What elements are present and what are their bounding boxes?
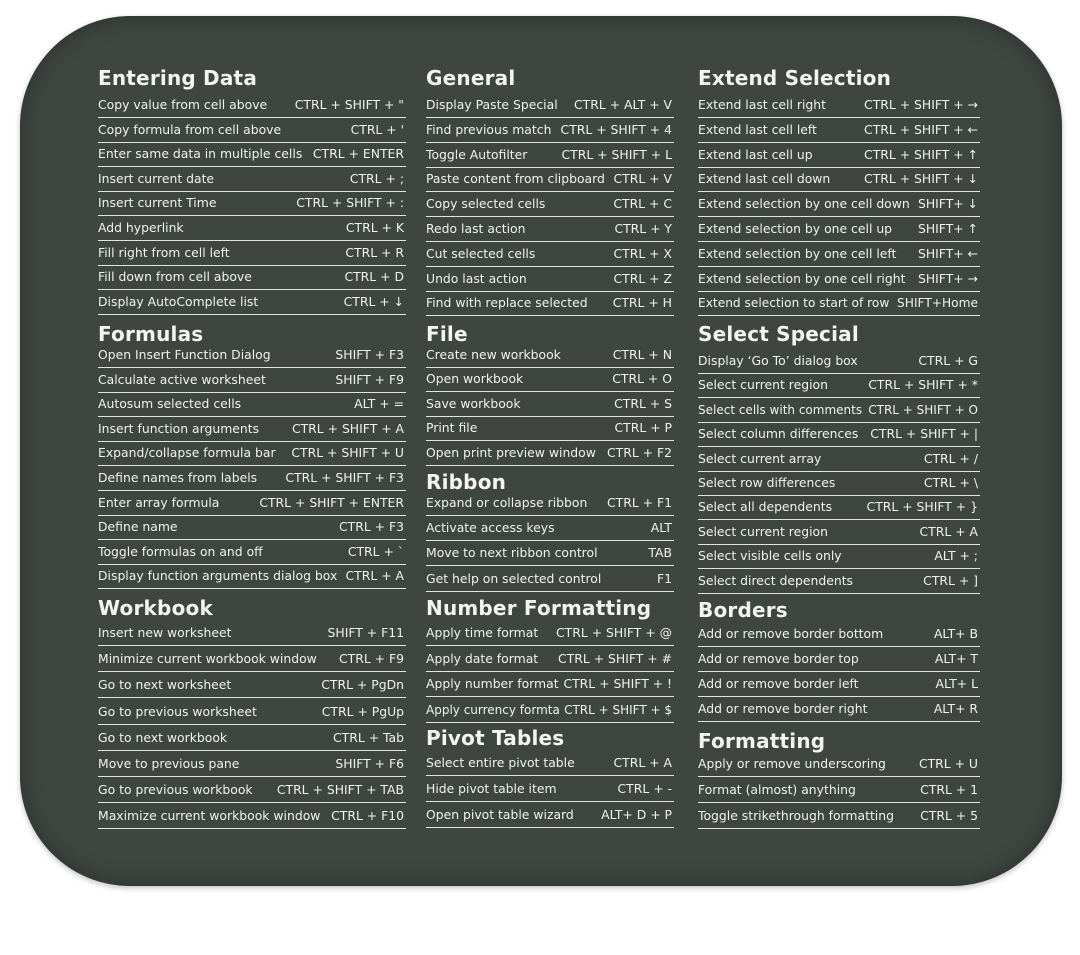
shortcut-row	[98, 218, 406, 241]
shortcut-action-label: Find previous match	[426, 121, 552, 137]
shortcut-keys: CTRL + SHIFT + |	[870, 426, 978, 442]
shortcut-keys: ALT	[650, 520, 672, 536]
shortcut-action-label: Display function arguments dialog box	[98, 568, 338, 584]
shortcut-row	[98, 443, 406, 466]
shortcut-action-label: Add or remove border right	[698, 701, 868, 716]
shortcut-row	[426, 169, 674, 192]
shortcut-row	[98, 806, 406, 829]
shortcut-action-label: Insert new worksheet	[98, 625, 232, 640]
shortcut-row	[426, 194, 674, 217]
shortcut-row	[98, 292, 406, 315]
shortcut-keys: CTRL + Y	[614, 221, 672, 236]
shortcut-keys: CTRL + SHIFT + TAB	[276, 782, 404, 798]
shortcut-row	[698, 400, 980, 423]
shortcut-action-label: Extend selection by one cell up	[698, 221, 893, 236]
shortcut-action-label: Extend last cell left	[698, 121, 817, 137]
shortcut-row	[698, 219, 980, 242]
shortcut-row	[698, 780, 980, 803]
shortcut-row	[98, 144, 406, 167]
shortcut-action-label: Extend selection by one cell down	[698, 196, 910, 212]
shortcut-action-label: Select all dependents	[698, 499, 833, 515]
shortcut-action-label: Extend selection by one cell right	[698, 270, 906, 286]
shortcut-action-label: Maximize current workbook window	[98, 808, 321, 824]
shortcut-keys: F1	[656, 570, 672, 586]
shortcut-row	[98, 542, 406, 565]
shortcut-keys: CTRL + A	[919, 523, 978, 539]
shortcut-row	[426, 244, 674, 267]
shortcut-keys: CTRL + V	[613, 171, 672, 187]
shortcut-row	[426, 700, 674, 723]
shortcut-keys: ALT+ R	[933, 701, 978, 716]
shortcut-keys: CTRL + F2	[606, 444, 672, 460]
shortcut-action-label: Extend selection to start of row	[698, 296, 890, 311]
shortcut-action-label: Go to next workbook	[98, 729, 228, 745]
shortcut-action-label: Minimize current workbook window	[98, 651, 317, 667]
shortcut-keys: CTRL + `	[347, 543, 404, 559]
shortcut-keys: ALT + =	[354, 396, 404, 412]
shortcut-action-label: Open pivot table wizard	[426, 807, 574, 822]
shortcut-keys: CTRL + SHIFT + →	[864, 97, 978, 112]
shortcut-keys: TAB	[648, 545, 672, 561]
shortcut-keys: CTRL + ;	[349, 170, 404, 186]
shortcut-row	[698, 806, 980, 829]
shortcut-action-label: Select entire pivot table	[426, 755, 575, 770]
shortcut-row	[698, 293, 980, 316]
shortcut-action-label: Insert current Time	[98, 195, 217, 211]
shortcut-keys: CTRL + SHIFT + :	[296, 195, 404, 211]
shortcut-keys: ALT + ;	[934, 548, 978, 564]
shortcut-row	[698, 473, 980, 496]
shortcut-action-label: Display ‘Go To’ dialog box	[698, 353, 858, 368]
shortcut-action-label: Define names from labels	[98, 470, 258, 485]
shortcut-action-label: Extend last cell down	[698, 171, 831, 187]
shortcut-row	[426, 293, 674, 316]
shortcut-row	[698, 754, 980, 777]
section-title: Workbook	[98, 596, 213, 620]
shortcut-row	[98, 649, 406, 672]
shortcut-keys: CTRL + F3	[338, 519, 404, 535]
shortcut-action-label: Select row differences	[698, 475, 836, 490]
shortcut-action-label: Extend selection by one cell left	[698, 245, 897, 261]
shortcut-action-label: Toggle Autofilter	[426, 146, 528, 162]
shortcut-keys: CTRL + P	[614, 420, 672, 436]
section-title: Ribbon	[426, 470, 507, 494]
shortcut-row	[426, 569, 674, 592]
shortcut-keys: CTRL + SHIFT + O	[868, 402, 978, 417]
shortcut-row	[426, 95, 674, 118]
shortcut-row	[98, 193, 406, 216]
shortcut-keys: CTRL + G	[918, 353, 978, 368]
shortcut-row	[698, 449, 980, 472]
shortcut-keys: CTRL + S	[614, 395, 672, 411]
shortcut-row	[698, 674, 980, 697]
shortcut-row	[426, 345, 674, 368]
shortcut-keys: CTRL + F10	[331, 808, 404, 824]
shortcut-action-label: Apply number format	[426, 676, 559, 692]
shortcut-keys: CTRL + D	[344, 269, 404, 285]
shortcut-row	[426, 369, 674, 392]
shortcut-action-label: Insert current date	[98, 170, 215, 186]
section-title: File	[426, 322, 468, 346]
shortcut-keys: CTRL + ↓	[343, 293, 404, 309]
shortcut-keys: CTRL + '	[350, 121, 404, 137]
section-title: Extend Selection	[698, 66, 892, 90]
shortcut-keys: SHIFT+ ↓	[917, 196, 978, 212]
shortcut-keys: CTRL + PgDn	[321, 677, 404, 693]
shortcut-row	[98, 419, 406, 442]
shortcut-keys: CTRL + SHIFT + ↑	[864, 146, 978, 162]
shortcut-keys: ALT+ D + P	[601, 807, 672, 822]
shortcut-keys: CTRL + SHIFT + #	[558, 650, 672, 666]
shortcut-action-label: Display Paste Special	[426, 97, 558, 112]
shortcut-action-label: Copy selected cells	[426, 196, 546, 212]
shortcut-action-label: Select direct dependents	[698, 572, 854, 588]
shortcut-keys: CTRL + SHIFT + $	[564, 702, 672, 717]
shortcut-row	[426, 649, 674, 672]
shortcut-row	[698, 624, 980, 647]
shortcut-row	[698, 169, 980, 192]
shortcut-keys: CTRL + H	[612, 295, 672, 311]
shortcut-keys: CTRL + F1	[606, 495, 672, 510]
shortcut-keys: CTRL + SHIFT + 4	[560, 121, 672, 137]
shortcut-action-label: Insert function arguments	[98, 420, 260, 436]
shortcut-action-label: Enter array formula	[98, 494, 220, 510]
shortcut-row	[426, 120, 674, 143]
shortcut-action-label: Select visible cells only	[698, 548, 842, 564]
shortcut-keys: CTRL + U	[918, 756, 978, 771]
shortcut-keys: CTRL + Z	[613, 270, 672, 286]
shortcut-row	[98, 169, 406, 192]
shortcut-keys: CTRL + SHIFT + A	[291, 420, 404, 436]
shortcut-action-label: Add or remove border bottom	[698, 626, 884, 641]
shortcut-action-label: Hide pivot table item	[426, 781, 557, 796]
shortcut-keys: SHIFT + F11	[327, 625, 404, 640]
shortcut-keys: CTRL + A	[345, 568, 404, 584]
shortcut-action-label: Go to next worksheet	[98, 677, 232, 693]
shortcut-action-label: Cut selected cells	[426, 245, 536, 261]
shortcut-keys: SHIFT + F6	[335, 756, 404, 771]
shortcut-action-label: Select cells with comments	[698, 402, 863, 417]
section-title: Borders	[698, 598, 788, 622]
shortcut-keys: CTRL + SHIFT + U	[291, 445, 404, 461]
shortcut-row	[98, 623, 406, 646]
shortcut-row	[698, 269, 980, 292]
shortcut-keys: ALT+ T	[934, 651, 978, 666]
section-title: Pivot Tables	[426, 726, 565, 750]
shortcut-row	[698, 351, 980, 374]
shortcut-row	[98, 566, 406, 589]
shortcut-row	[98, 120, 406, 143]
shortcut-action-label: Open workbook	[426, 371, 524, 387]
shortcut-action-label: Print file	[426, 420, 478, 436]
shortcut-keys: CTRL + PgUp	[321, 703, 404, 719]
shortcut-row	[426, 518, 674, 541]
shortcut-keys: CTRL + Tab	[333, 729, 404, 745]
shortcut-row	[426, 753, 674, 776]
section-title: Formatting	[698, 729, 826, 753]
shortcut-row	[698, 546, 980, 569]
shortcut-action-label: Apply currency formta	[426, 702, 560, 717]
shortcut-keys: CTRL + SHIFT + @	[556, 625, 672, 640]
shortcut-row	[426, 443, 674, 466]
shortcut-row	[426, 779, 674, 802]
shortcut-row	[698, 95, 980, 118]
shortcut-action-label: Select current region	[698, 523, 828, 539]
shortcut-row	[698, 522, 980, 545]
shortcut-row	[426, 493, 674, 516]
section-title: Formulas	[98, 322, 204, 346]
shortcut-action-label: Apply time format	[426, 625, 539, 640]
shortcut-action-label: Add or remove border left	[698, 676, 859, 691]
shortcut-action-label: Define name	[98, 519, 178, 535]
shortcut-keys: CTRL + SHIFT + *	[868, 377, 978, 393]
shortcut-keys: CTRL + 1	[920, 782, 978, 797]
shortcut-action-label: Move to previous pane	[98, 756, 240, 771]
shortcut-keys: CTRL + O	[612, 371, 672, 387]
shortcut-action-label: Go to previous workbook	[98, 782, 253, 798]
shortcut-keys: ALT+ B	[933, 626, 978, 641]
shortcut-keys: CTRL + K	[345, 220, 404, 235]
shortcut-action-label: Go to previous worksheet	[98, 703, 257, 719]
shortcut-keys: CTRL + R	[345, 244, 404, 260]
shortcut-row	[426, 418, 674, 441]
shortcut-keys: CTRL + SHIFT + F3	[285, 470, 404, 485]
shortcut-keys: ALT+ L	[935, 676, 978, 691]
shortcut-keys: CTRL + \	[923, 475, 978, 490]
shortcut-row	[98, 780, 406, 803]
shortcut-row	[426, 674, 674, 697]
shortcut-keys: CTRL + ALT + V	[574, 97, 672, 112]
shortcut-action-label: Open print preview window	[426, 444, 596, 460]
shortcut-row	[698, 145, 980, 168]
shortcut-action-label: Add hyperlink	[98, 220, 184, 235]
shortcut-action-label: Copy value from cell above	[98, 97, 268, 112]
shortcut-keys: CTRL + SHIFT + L	[561, 146, 672, 162]
shortcut-row	[98, 345, 406, 368]
shortcut-keys: CTRL + ]	[923, 572, 978, 588]
shortcut-action-label: Select current region	[698, 377, 828, 393]
shortcut-row	[698, 497, 980, 520]
shortcut-keys: CTRL + F9	[338, 651, 404, 667]
shortcut-keys: CTRL + SHIFT + ENTER	[259, 494, 404, 510]
shortcut-row	[426, 805, 674, 828]
shortcut-action-label: Apply or remove underscoring	[698, 756, 886, 771]
shortcut-keys: CTRL + ENTER	[312, 146, 404, 162]
shortcut-keys: CTRL + SHIFT + "	[294, 97, 404, 112]
shortcut-row	[426, 145, 674, 168]
shortcut-keys: CTRL + 5	[920, 808, 978, 823]
shortcut-action-label: Expand/collapse formula bar	[98, 445, 276, 461]
section-title: Select Special	[698, 322, 859, 346]
shortcut-action-label: Fill down from cell above	[98, 269, 252, 285]
shortcut-row	[98, 243, 406, 266]
shortcut-row	[98, 468, 406, 491]
shortcut-keys: CTRL + X	[613, 245, 672, 261]
shortcut-row	[698, 375, 980, 398]
shortcut-row	[698, 244, 980, 267]
shortcut-keys: CTRL + -	[617, 781, 672, 796]
shortcut-row	[426, 219, 674, 242]
shortcut-action-label: Save workbook	[426, 395, 521, 411]
section-title: Entering Data	[98, 66, 258, 90]
shortcut-keys: SHIFT + F9	[335, 371, 404, 387]
shortcut-row	[698, 424, 980, 447]
section-title: Number Formatting	[426, 596, 652, 620]
shortcut-action-label: Copy formula from cell above	[98, 121, 282, 137]
shortcut-keys: CTRL + A	[613, 755, 672, 770]
shortcut-row	[698, 194, 980, 217]
shortcut-action-label: Move to next ribbon control	[426, 545, 598, 561]
shortcut-row	[698, 120, 980, 143]
shortcut-action-label: Fill right from cell left	[98, 244, 230, 260]
shortcut-keys: SHIFT+Home	[897, 296, 978, 311]
shortcut-action-label: Get help on selected control	[426, 570, 602, 586]
shortcut-action-label: Expand or collapse ribbon	[426, 495, 588, 510]
shortcut-action-label: Toggle formulas on and off	[98, 543, 263, 559]
shortcut-action-label: Calculate active worksheet	[98, 371, 266, 387]
shortcut-row	[98, 267, 406, 290]
shortcut-row	[98, 370, 406, 393]
shortcut-action-label: Undo last action	[426, 270, 527, 286]
shortcut-action-label: Activate access keys	[426, 520, 555, 536]
shortcut-keys: CTRL + SHIFT + ↓	[864, 171, 978, 187]
section-title: General	[426, 66, 516, 90]
shortcut-action-label: Format (almost) anything	[698, 782, 856, 797]
shortcut-action-label: Select column differences	[698, 426, 859, 442]
shortcut-action-label: Open Insert Function Dialog	[98, 347, 271, 362]
shortcut-action-label: Paste content from clipboard	[426, 171, 605, 187]
shortcut-action-label: Enter same data in multiple cells	[98, 146, 303, 162]
shortcut-action-label: Extend last cell up	[698, 146, 813, 162]
shortcut-keys: CTRL + SHIFT + !	[563, 676, 672, 692]
shortcut-keys: SHIFT+ ←	[917, 245, 978, 261]
shortcut-row	[98, 517, 406, 540]
shortcut-action-label: Extend last cell right	[698, 97, 826, 112]
shortcut-action-label: Apply date format	[426, 650, 539, 666]
shortcut-row	[98, 394, 406, 417]
shortcut-row	[698, 571, 980, 594]
shortcut-row	[98, 95, 406, 118]
shortcut-keys: CTRL + SHIFT + }	[866, 499, 978, 515]
shortcut-row	[98, 675, 406, 698]
shortcut-row	[426, 623, 674, 646]
shortcut-action-label: Create new workbook	[426, 347, 561, 362]
shortcut-action-label: Display AutoComplete list	[98, 293, 259, 309]
shortcut-row	[98, 493, 406, 516]
shortcut-keys: CTRL + SHIFT + ←	[864, 121, 978, 137]
shortcut-keys: SHIFT+ →	[917, 270, 978, 286]
shortcut-action-label: Add or remove border top	[698, 651, 859, 666]
shortcut-keys: CTRL + C	[613, 196, 672, 212]
shortcut-row	[698, 649, 980, 672]
shortcut-keys: CTRL + /	[923, 450, 978, 466]
shortcut-keys: SHIFT+ ↑	[917, 221, 978, 236]
shortcut-action-label: Select current array	[698, 450, 822, 466]
shortcut-row	[98, 754, 406, 777]
shortcut-action-label: Redo last action	[426, 221, 526, 236]
shortcut-row	[98, 702, 406, 725]
shortcut-row	[426, 269, 674, 292]
shortcut-row	[426, 543, 674, 566]
shortcut-row	[98, 728, 406, 751]
shortcut-row	[426, 394, 674, 417]
shortcut-action-label: Toggle strikethrough formatting	[698, 808, 894, 823]
shortcut-action-label: Find with replace selected	[426, 295, 588, 311]
shortcut-keys: CTRL + N	[612, 347, 672, 362]
shortcut-action-label: Autosum selected cells	[98, 396, 242, 412]
shortcut-row	[698, 699, 980, 722]
shortcut-keys: SHIFT + F3	[335, 347, 404, 362]
